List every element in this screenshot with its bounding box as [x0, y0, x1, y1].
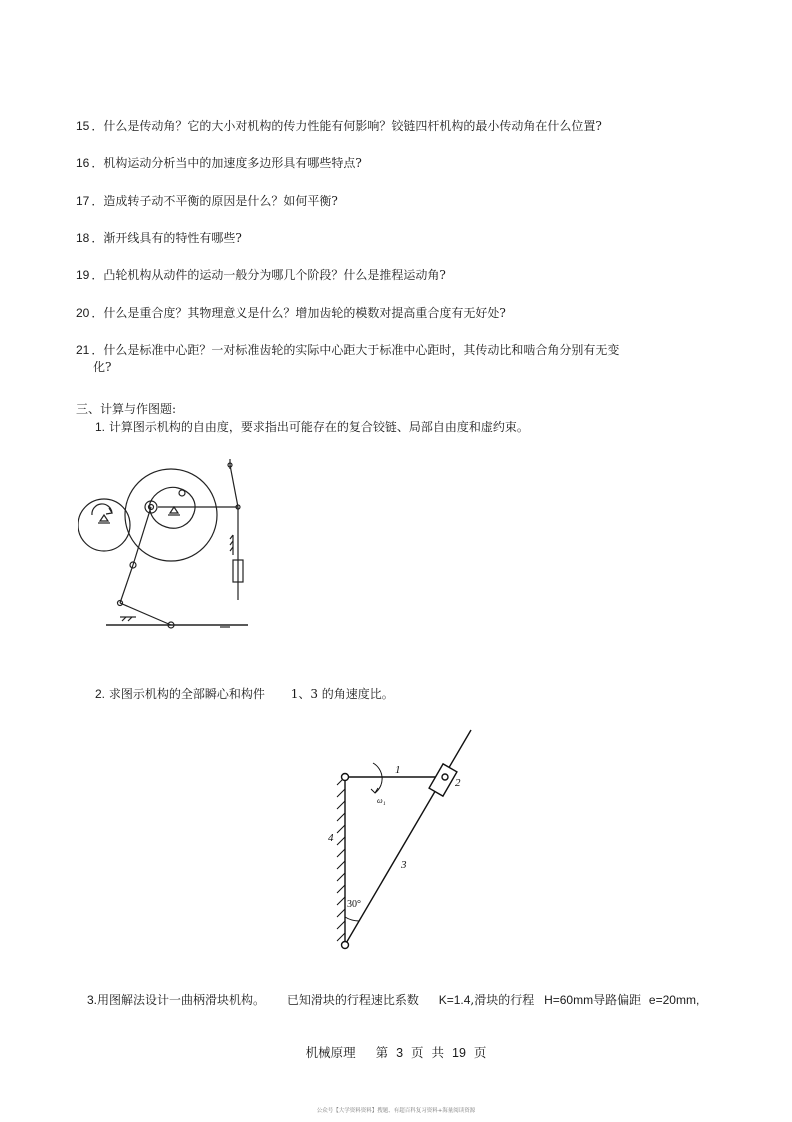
question-number: 19 — [76, 268, 90, 282]
problem-text-b: 已知滑块的行程速比系数 — [286, 993, 419, 1007]
footer-total: 19 — [452, 1046, 466, 1060]
k-value: K=1.4 — [438, 993, 471, 1007]
question-text: 什么是重合度？其物理意义是什么？增加齿轮的模数对提高重合度有无好处? — [103, 306, 506, 320]
problem-1 — [95, 418, 529, 435]
footer-course: 机械原理 — [305, 1045, 356, 1060]
problem-text: 计算图示机构的自由度，要求指出可能存在的复合铰链、局部自由度和虚约束。 — [108, 420, 529, 434]
footer-total-prefix: 共 — [431, 1045, 445, 1060]
question-20: 20 ．什么是重合度？其物理意义是什么？增加齿轮的模数对提高重合度有无好处? — [76, 306, 506, 320]
label-link-3: 3 — [401, 859, 407, 871]
mechanism-figure-1 — [78, 455, 258, 635]
question-text: 什么是传动角？它的大小对机构的传力性能有何影响？铰链四杆机构的最小传动角在什么位置? — [103, 119, 602, 133]
label-omega-sub: 1 — [383, 801, 386, 807]
question-16: 16 ．机构运动分析当中的加速度多边形具有哪些特点? — [76, 156, 362, 170]
question-18: 18 ．渐开线具有的特性有哪些? — [76, 231, 242, 245]
problem-text-a: 用图解法设计一曲柄滑块机构。 — [97, 993, 266, 1007]
question-number: 16 — [76, 156, 90, 170]
problem-number: 1. — [95, 420, 106, 434]
question-19: 19 ．凸轮机构从动件的运动一般分为哪几个阶段？什么是推程运动角? — [76, 268, 446, 282]
footer-prefix: 第 — [375, 1045, 389, 1060]
page-footer — [0, 1043, 792, 1061]
question-text: 机构运动分析当中的加速度多边形具有哪些特点? — [103, 156, 362, 170]
question-text: 渐开线具有的特性有哪些? — [103, 231, 242, 245]
problem-3 — [87, 991, 699, 1008]
question-number: 18 — [76, 231, 90, 245]
question-text: 什么是标准中心距？一对标准齿轮的实际中心距大于标准中心距时，其传动比和啮合角分别有无变 — [103, 343, 620, 357]
footer-page: 3 — [396, 1046, 404, 1060]
question-15: 15 ．什么是传动角？它的大小对机构的传力性能有何影响？铰链四杆机构的最小传动角在什么位置? — [76, 119, 602, 133]
label-omega: ω — [377, 796, 383, 805]
small-gear — [78, 499, 130, 551]
label-angle: 30° — [347, 899, 361, 910]
footer-mid: 页 — [411, 1045, 424, 1060]
problem-text-d: 导路偏距 — [593, 993, 642, 1007]
question-number: 20 — [76, 306, 90, 320]
label-link-1: 1 — [395, 764, 401, 776]
question-text: 凸轮机构从动件的运动一般分为哪几个阶段？什么是推程运动角? — [103, 268, 446, 282]
question-text: 造成转子动不平衡的原因是什么？如何平衡? — [103, 194, 338, 208]
footer-suffix: 页 — [473, 1045, 487, 1060]
question-number: 17 — [76, 194, 90, 208]
question-number: 21 — [76, 343, 90, 357]
problem-text-a: 求图示机构的全部瞬心和构件 — [108, 687, 265, 701]
question-21: 21 ．什么是标准中心距？一对标准齿轮的实际中心距大于标准中心距时，其传动比和啮合角分别有无变 化? — [76, 342, 676, 376]
mechanism-figure-2 — [325, 725, 485, 955]
h-value: H=60mm — [544, 993, 594, 1007]
label-ground-4: 4 — [328, 832, 334, 844]
label-slider-2: 2 — [455, 777, 461, 789]
question-number: 15 — [76, 119, 90, 133]
section-title: 三、计算与作图题: — [76, 402, 177, 416]
problem-number: 3. — [87, 993, 98, 1007]
question-text-continued: 化? — [93, 360, 112, 374]
watermark: 公众号【大学资料资料】搜题、有超百科复习资料+海量阅读资源 — [316, 1108, 476, 1114]
problem-text-b: 1、3 的角速度比。 — [290, 687, 394, 701]
problem-number: 2. — [95, 687, 106, 701]
question-17: 17 ．造成转子动不平衡的原因是什么？如何平衡? — [76, 194, 338, 208]
problem-text-c: ,滑块的行程 — [470, 993, 535, 1007]
problem-2 — [95, 685, 394, 702]
e-value: e=20mm, — [648, 993, 700, 1007]
